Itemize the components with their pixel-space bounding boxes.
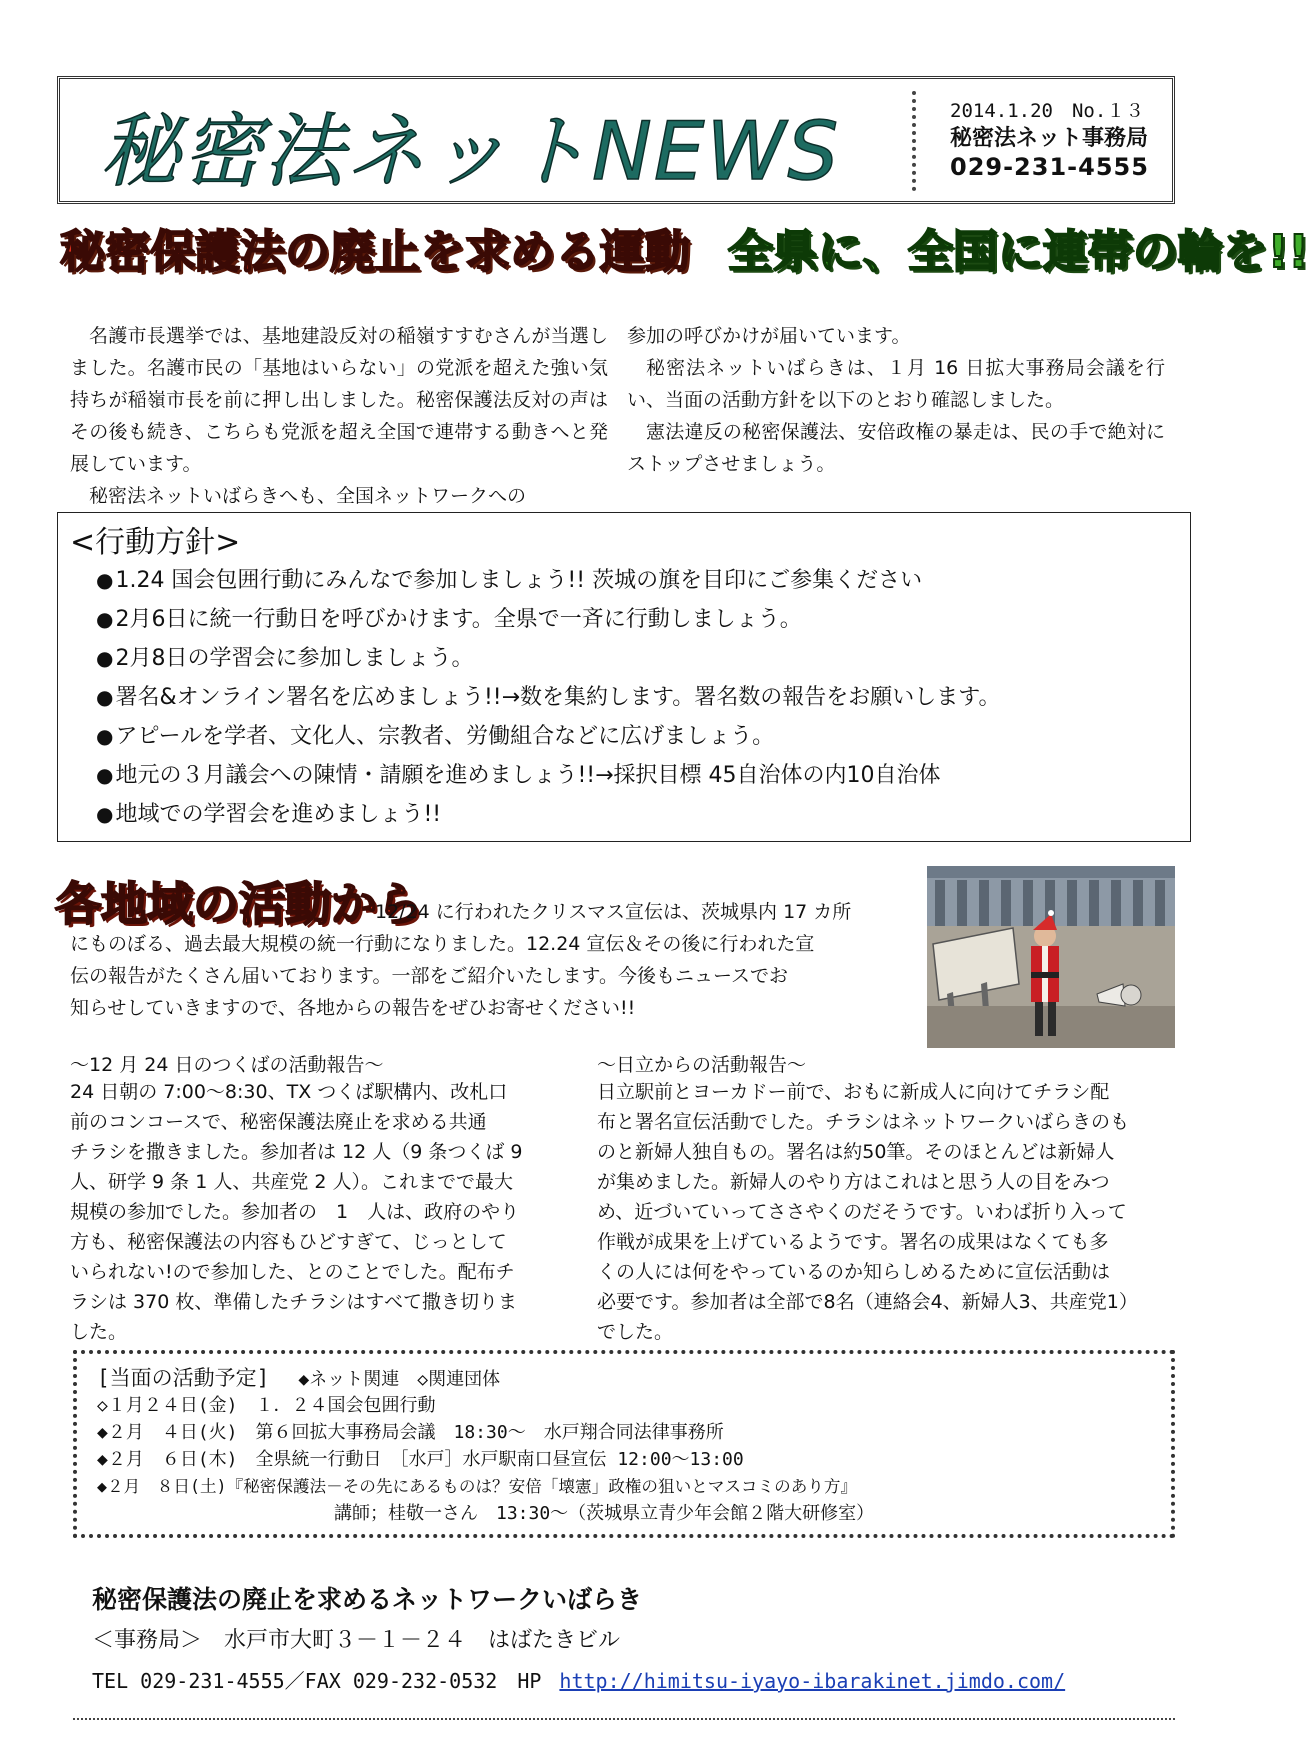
report-line: のと新婦人独自もの。署名は約50筆。そのほとんどは新婦人 [597, 1141, 1115, 1163]
office-name: 秘密法ネット事務局 [950, 126, 1149, 151]
report-line: 布と署名宣伝活動でした。チラシはネットワークいばらきのも [597, 1111, 1130, 1133]
report-line: 前のコンコースで、秘密保護法廃止を求める共通 [70, 1111, 487, 1133]
schedule-list [97, 1392, 874, 1527]
schedule-line: 講師；桂敬一さん 13:30～（茨城県立青少年会館２階大研修室） [334, 1503, 875, 1524]
policy-item [96, 600, 1001, 639]
report-line: が集めました。新婦人のやり方はこれはと思う人の目をみつ [597, 1171, 1110, 1193]
bullet-icon: ● [96, 685, 114, 709]
report-line: 24 日朝の 7:00～8:30、TX つくば駅構内、改札口 [70, 1081, 508, 1103]
christmas-campaign-photo [927, 866, 1175, 1048]
hitachi-report [597, 1050, 1177, 1347]
regions-lead-line: 伝の報告がたくさん届いております。一部をご紹介いたします。今後もニュースでお [70, 965, 789, 987]
report-line: くの人には何をやっているのか知らしめるために宣伝活動は [597, 1261, 1111, 1283]
report-line: した。 [70, 1321, 128, 1343]
tsukuba-report-body [70, 1077, 575, 1347]
bullet-icon: ● [96, 802, 114, 826]
report-line: ラシは 370 枚、準備したチラシはすべて撒き切りま [70, 1291, 517, 1313]
intro-paragraph: 憲法違反の秘密保護法、安倍政権の暴走は、民の手で絶対にストップさせましょう。 [627, 421, 1165, 475]
policy-item [96, 795, 1001, 834]
report-line: 作戦が成果を上げているようです。署名の成果はなくても多 [597, 1231, 1109, 1253]
policy-box [57, 512, 1191, 842]
tsukuba-report [70, 1050, 575, 1347]
policy-item-text: アピールを学者、文化人、宗教者、労働組合などに広げましょう。 [115, 724, 775, 749]
headline-right: 全県に、全国に連帯の輪を!! [727, 225, 1309, 278]
report-line: 方も、秘密保護法の内容もひどすぎて、じっとして [70, 1231, 507, 1253]
regions-lead-rest [70, 928, 920, 1024]
bullet-icon: ● [96, 568, 114, 592]
schedule-line: ◆２月 ８日(土)『秘密保護法－その先にあるものは？安倍「壊憲」政権の狙いとマスコミのあり方』 [97, 1477, 858, 1496]
tsukuba-report-title: ～12 月 24 日のつくばの活動報告～ [70, 1054, 384, 1076]
issue-date: 2014.1.20 No.１３ [950, 100, 1145, 122]
policy-list [96, 561, 1001, 834]
schedule-line: ◇１月２４日(金) １．２４国会包囲行動 [97, 1395, 436, 1416]
headline-left: 秘密保護法の廃止を求める運動 [60, 225, 691, 278]
masthead-divider [912, 91, 916, 191]
policy-item [96, 717, 1001, 756]
schedule-title: [当面の活動予定] [97, 1366, 270, 1390]
policy-item-text: 1.24 国会包囲行動にみんなで参加しましょう!! 茨城の旗を目印にご参集ください [115, 568, 923, 593]
schedule-line: ◆２月 ４日(火) 第６回拡大事務局会議 18:30～ 水戸翔合同法律事務所 [97, 1422, 724, 1443]
report-line: チラシを撒きました。参加者は 12 人（9 条つくば 9 [70, 1141, 523, 1163]
report-line: 規模の参加でした。参加者の 1 人は、政府のやり [70, 1201, 520, 1223]
policy-item [96, 639, 1001, 678]
policy-item-text: 2月8日の学習会に参加しましょう。 [115, 646, 474, 671]
headline [60, 215, 1309, 280]
policy-item [96, 756, 1001, 795]
intro-left-column [70, 320, 608, 512]
newsletter-title: 秘密法ネットNEWS [100, 105, 841, 198]
report-line: 人、研学 9 条 1 人、共産党 2 人）。これまでで最大 [70, 1171, 514, 1193]
masthead-info [950, 97, 1149, 181]
report-line: 必要です。参加者は全部で8名（連絡会4、新婦人3、共産党1） [597, 1291, 1138, 1313]
report-line: 日立駅前とヨーカドー前で、おもに新成人に向けてチラシ配 [597, 1081, 1110, 1103]
intro-paragraph: 秘密法ネットいばらきへも、全国ネットワークへの [89, 485, 527, 507]
footer-organization: 秘密保護法の廃止を求めるネットワークいばらき [92, 1585, 643, 1614]
policy-item-text: 地元の３月議会への陳情・請願を進めましょう!!→採択目標 45自治体の内10自治体 [115, 763, 941, 788]
intro-right-column [627, 320, 1165, 480]
bullet-icon: ● [96, 763, 114, 787]
regions-lead-first: 12/24 に行われたクリスマス宣伝は、茨城県内 17 カ所 [375, 901, 852, 923]
footer-divider [73, 1718, 1175, 1720]
photo-illustration [927, 866, 1175, 1048]
bullet-icon: ● [96, 724, 114, 748]
office-phone: 029-231-4555 [950, 153, 1149, 181]
schedule-header [97, 1362, 500, 1392]
intro-paragraph: 参加の呼びかけが届いています。 [627, 325, 911, 347]
bullet-icon: ● [96, 607, 114, 631]
schedule-line: ◆２月 ６日(木) 全県統一行動日 ［水戸］水戸駅南口昼宣伝 12:00～13:00 [97, 1449, 744, 1470]
homepage-link[interactable]: http://himitsu-iyayo-ibarakinet.jimdo.com/ [559, 1669, 1066, 1693]
policy-item-text: 地域での学習会を進めましょう!! [115, 802, 442, 827]
policy-item-text: 署名&オンライン署名を広めましょう!!→数を集約します。署名数の報告をお願いします。 [115, 685, 1001, 710]
regions-lead-line: 知らせしていきますので、各地からの報告をぜひお寄せください!! [70, 997, 636, 1019]
intro-paragraph: 秘密法ネットいばらきは、１月 16 日拡大事務局会議を行い、当面の活動方針を以下のとおり確認しました。 [627, 357, 1165, 411]
footer-tel-fax: TEL 029-231-4555／FAX 029-232-0532 HP [92, 1669, 542, 1693]
footer-contact [92, 1665, 1065, 1694]
report-line: いられない!ので参加した、とのことでした。配布チ [70, 1261, 515, 1283]
hitachi-report-title: ～日立からの活動報告～ [597, 1054, 807, 1076]
hitachi-report-body [597, 1077, 1177, 1347]
policy-item-text: 2月6日に統一行動日を呼びかけます。全県で一斉に行動しましょう。 [115, 607, 802, 632]
policy-item [96, 561, 1001, 600]
regions-title: 各地域の活動から [55, 877, 423, 931]
footer-address: ＜事務局＞ 水戸市大町３－１－２４ はばたきビル [92, 1628, 621, 1653]
schedule-box [73, 1350, 1175, 1538]
intro-paragraph: 名護市長選挙では、基地建設反対の稲嶺すすむさんが当選しました。名護市民の「基地はいらない」の党派を超えた強い気持ちが稲嶺市長を前に押し出しました。秘密保護法反対の声はその後も続き、こちらも党派を超え全国で連帯する動きへと発展しています。 [70, 325, 608, 475]
policy-title: <行動方針> [70, 525, 241, 560]
masthead [57, 76, 1175, 204]
regions-lead-line: にものぼる、過去最大規模の統一行動になりました。12.24 宣伝＆その後に行われた宣 [70, 933, 815, 955]
report-line: でした。 [597, 1321, 674, 1343]
schedule-legend: ◆ネット関連 ◇関連団体 [298, 1369, 501, 1390]
report-line: め、近づいていってささやくのだそうです。いわば折り入って [597, 1201, 1127, 1223]
bullet-icon: ● [96, 646, 114, 670]
policy-item [96, 678, 1001, 717]
